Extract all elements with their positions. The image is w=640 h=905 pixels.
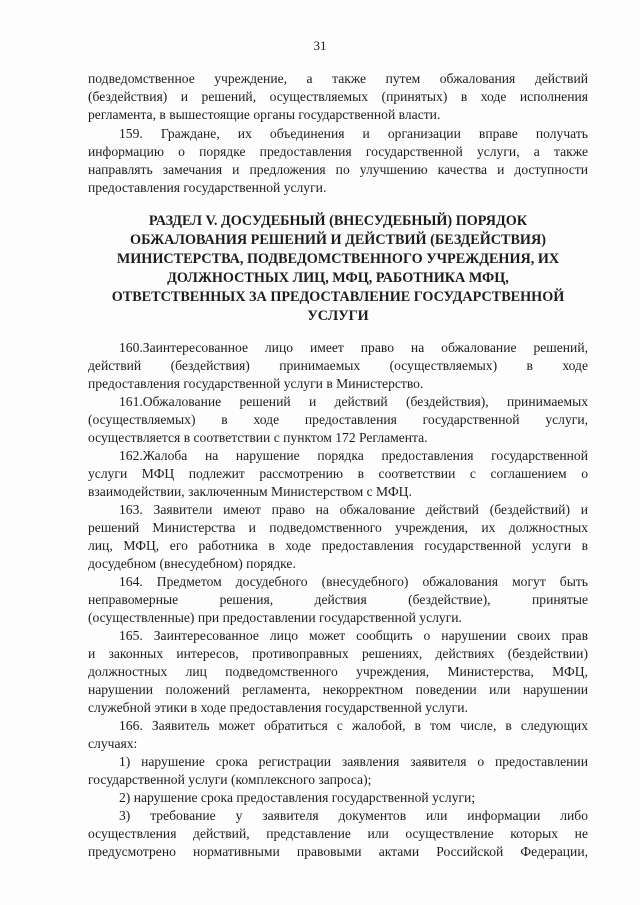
paragraph-line: услуги МФЦ подлежит рассмотрению в соответствии с соглашением о bbox=[88, 466, 588, 481]
paragraph-line: 164. Предметом досудебного (внесудебного) обжалования могут быть bbox=[119, 574, 588, 589]
paragraph-line: 160.Заинтересованное лицо имеет право на обжалование решений, bbox=[119, 340, 588, 355]
paragraph-line: 159. Граждане, их объединения и организации вправе получать bbox=[119, 126, 588, 141]
paragraph-line: регламента, в вышестоящие органы государственной власти. bbox=[88, 107, 441, 122]
list-item-line: 3) требование у заявителя документов или информации либо bbox=[119, 808, 588, 823]
paragraph-line: решений Министерства и подведомственного учреждения, их должностных bbox=[88, 520, 588, 535]
paragraph-line: направлять замечания и предложения по улучшению качества и доступности bbox=[88, 162, 588, 177]
paragraph-line: предоставления государственной услуги. bbox=[88, 180, 327, 195]
paragraph-line: 166. Заявитель может обратиться с жалобой, в том числе, в следующих bbox=[119, 718, 588, 733]
paragraph-line: действий (бездействия) принимаемых (осуществляемых) в ходе bbox=[88, 358, 588, 373]
list-item-line: осуществления действий, представление или осуществление которых не bbox=[88, 826, 588, 841]
paragraph-line: 162.Жалоба на нарушение порядка предоставления государственной bbox=[119, 448, 588, 463]
paragraph-line: 163. Заявители имеют право на обжалование действий (бездействий) и bbox=[119, 502, 588, 517]
section-heading: ДОЛЖНОСТНЫХ ЛИЦ, МФЦ, РАБОТНИКА МФЦ, bbox=[167, 270, 509, 286]
page-number: 31 bbox=[313, 38, 327, 53]
paragraph-line: и законных интересов, противоправных решениях, действиях (бездействии) bbox=[88, 646, 588, 661]
paragraph-line: досудебном (внесудебном) порядке. bbox=[88, 556, 296, 571]
list-item-line: предусмотрено нормативными правовыми актами Российской Федерации, bbox=[88, 844, 588, 859]
section-heading: ОТВЕТСТВЕННЫХ ЗА ПРЕДОСТАВЛЕНИЕ ГОСУДАРСТВЕННОЙ bbox=[111, 289, 565, 305]
paragraph-line: служебной этики в ходе предоставления государственной услуги. bbox=[88, 700, 468, 715]
paragraph-line: осуществляется в соответствии с пунктом 172 Регламента. bbox=[88, 430, 428, 445]
paragraph-line: информацию о порядке предоставления государственной услуги, а также bbox=[88, 144, 588, 159]
paragraph-line: должностных лиц подведомственного учреждения, Министерства, МФЦ, bbox=[88, 664, 588, 679]
paragraph-line: (бездействия) и решений, осуществляемых (принятых) в ходе исполнения bbox=[88, 89, 588, 104]
section-heading: УСЛУГИ bbox=[307, 308, 369, 324]
paragraph-line: взаимодействии, заключенным Министерством с МФЦ. bbox=[88, 484, 412, 499]
paragraph-line: подведомственное учреждение, а также путем обжалования действий bbox=[88, 71, 588, 86]
paragraph-line: лиц, МФЦ, его работника в ходе предоставления государственной услуги в bbox=[88, 538, 588, 553]
list-item-line: 2) нарушение срока предоставления государственной услуги; bbox=[119, 790, 476, 805]
section-heading: РАЗДЕЛ V. ДОСУДЕБНЫЙ (ВНЕСУДЕБНЫЙ) ПОРЯДОК bbox=[148, 213, 528, 229]
paragraph-line: (осуществляемых) в ходе предоставления государственной услуги, bbox=[88, 412, 588, 427]
paragraph-line: (осуществленные) при предоставлении государственной услуги. bbox=[88, 610, 462, 625]
paragraph-line: предоставления государственной услуги в Министерство. bbox=[88, 376, 424, 391]
paragraph-line: 165. Заинтересованное лицо может сообщить о нарушении своих прав bbox=[119, 628, 588, 643]
paragraph-line: случаях: bbox=[88, 736, 138, 751]
paragraph-line: 161.Обжалование решений и действий (бездействия), принимаемых bbox=[119, 394, 588, 409]
paragraph-line: неправомерные решения, действия (бездействие), принятые bbox=[88, 592, 588, 607]
paragraph-line: нарушении положений регламента, некорректном поведении или нарушении bbox=[88, 682, 588, 697]
section-heading: МИНИСТЕРСТВА, ПОДВЕДОМСТВЕННОГО УЧРЕЖДЕНИЯ, ИХ bbox=[116, 251, 560, 267]
list-item-line: 1) нарушение срока регистрации заявления заявителя о предоставлении bbox=[119, 754, 588, 769]
list-item-line: государственной услуги (комплексного запроса); bbox=[88, 772, 372, 787]
section-heading: ОБЖАЛОВАНИЯ РЕШЕНИЙ И ДЕЙСТВИЙ (БЕЗДЕЙСТВИЯ) bbox=[130, 232, 546, 248]
